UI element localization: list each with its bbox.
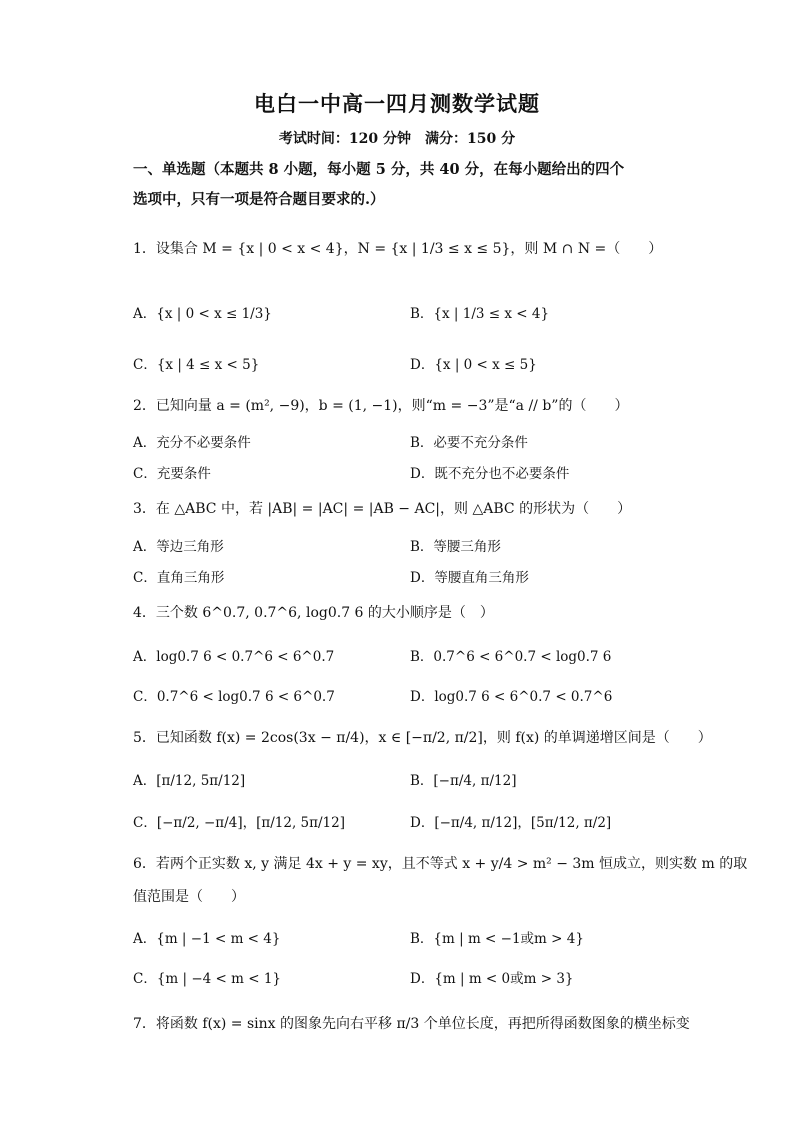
question-6-option-d: D．{m | m < 0或m > 3} — [410, 971, 574, 987]
page-title: 电白一中高一四月测数学试题 — [254, 91, 540, 116]
question-2-option-a: A．充分不必要条件 — [133, 435, 251, 451]
section-heading — [133, 155, 673, 215]
question-1-option-a: A．{x | 0 < x ≤ 1/3} — [133, 306, 272, 322]
question-1-stem: 1．设集合 M = {x | 0 < x < 4}，N = {x | 1/3 ≤ x ≤ 5}，则 M ∩ N =（ ） — [133, 241, 663, 257]
question-4-option-a: A．log0.7 6 < 0.7^6 < 6^0.7 — [133, 649, 335, 665]
question-2-option-d: D．既不充分也不必要条件 — [410, 466, 570, 482]
question-3-option-b: B．等腰三角形 — [410, 539, 501, 555]
question-6-stem-line1: 6．若两个正实数 x, y 满足 4x + y = xy，且不等式 x + y/4 > m² − 3m 恒成立，则实数 m 的取 — [133, 856, 748, 872]
question-3-option-c: C．直角三角形 — [133, 570, 225, 586]
question-5-option-a: A．[π/12, 5π/12] — [133, 773, 246, 789]
question-5-stem: 5．已知函数 f(x) = 2cos(3x − π/4)，x ∈ [−π/2, π/2]，则 f(x) 的单调递增区间是（ ） — [133, 730, 712, 746]
question-2-stem: 2．已知向量 a = (m², −9)，b = (1, −1)，则“m = −3”是“a // b”的（ ） — [133, 398, 629, 414]
question-4-option-c: C．0.7^6 < log0.7 6 < 6^0.7 — [133, 689, 335, 705]
question-1-option-d: D．{x | 0 < x ≤ 5} — [410, 357, 537, 373]
question-4-option-d: D．log0.7 6 < 6^0.7 < 0.7^6 — [410, 689, 613, 705]
question-4-option-b: B．0.7^6 < 6^0.7 < log0.7 6 — [410, 649, 612, 665]
section-heading-line2: 选项中，只有一项是符合题目要求的.） — [133, 191, 385, 208]
question-5-option-c: C．[−π/2, −π/4]，[π/12, 5π/12] — [133, 815, 345, 831]
question-1-option-c: C．{x | 4 ≤ x < 5} — [133, 357, 260, 373]
question-6-option-b: B．{m | m < −1或m > 4} — [410, 931, 584, 947]
section-heading-line1: 一、单选题（本题共 8 小题，每小题 5 分，共 40 分，在每小题给出的四个 — [133, 161, 625, 178]
question-5-option-b: B．[−π/4, π/12] — [410, 773, 517, 789]
question-6-option-c: C．{m | −4 < m < 1} — [133, 971, 282, 987]
question-3-option-a: A．等边三角形 — [133, 539, 224, 555]
question-2-option-b: B．必要不充分条件 — [410, 435, 528, 451]
question-3-stem: 3．在 △ABC 中，若 |AB| = |AC| = |AB − AC|，则 △ABC 的形状为（ ） — [133, 501, 632, 517]
question-1-option-b: B．{x | 1/3 ≤ x < 4} — [410, 306, 550, 322]
question-6-option-a: A．{m | −1 < m < 4} — [133, 931, 281, 947]
question-6-stem-line2: 值范围是（ ） — [133, 889, 245, 905]
exam-info: 考试时间：120 分钟 满分：150 分 — [278, 131, 516, 147]
question-7-stem: 7．将函数 f(x) = sinx 的图象先向右平移 π/3 个单位长度，再把所得函数图象的横坐标变 — [133, 1016, 690, 1032]
question-3-option-d: D．等腰直角三角形 — [410, 570, 529, 586]
question-2-option-c: C．充要条件 — [133, 466, 211, 482]
question-5-option-d: D．[−π/4, π/12]，[5π/12, π/2] — [410, 815, 612, 831]
question-4-stem: 4．三个数 6^0.7, 0.7^6, log0.7 6 的大小顺序是（ ） — [133, 605, 494, 621]
